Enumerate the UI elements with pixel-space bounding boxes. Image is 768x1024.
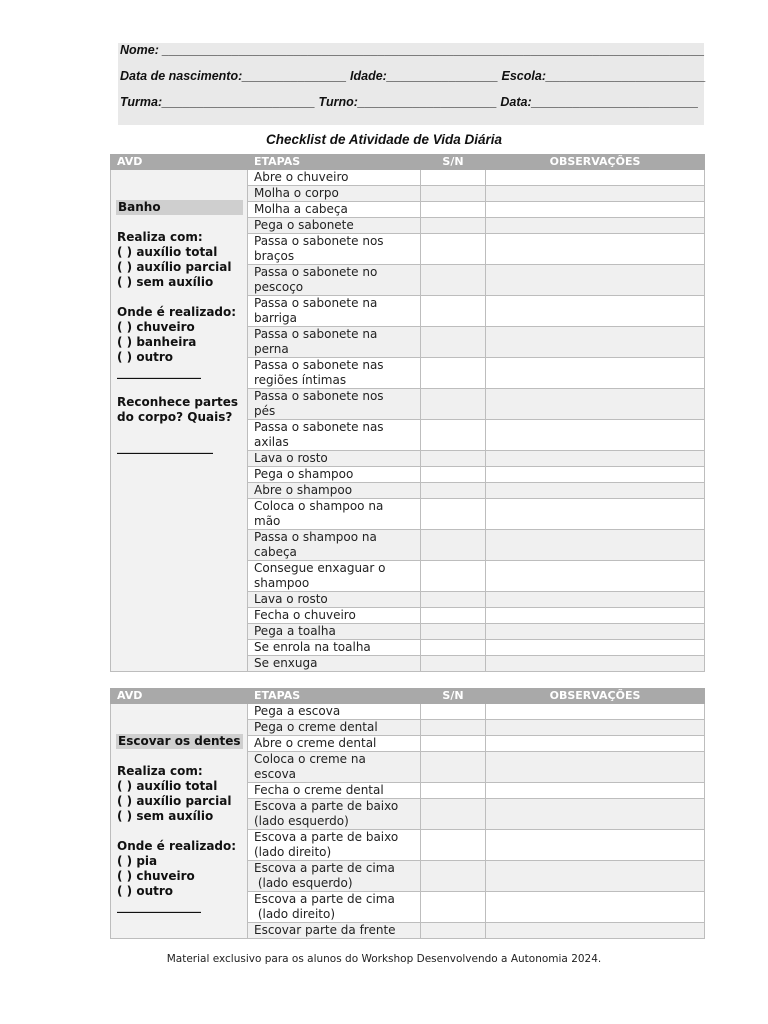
step-text: Passa o sabonete nos [254, 389, 384, 403]
col-etapas: ETAPAS [248, 689, 421, 704]
sn-cell[interactable] [421, 358, 486, 389]
step-cell [248, 218, 421, 234]
step-text: (lado direito) [254, 907, 336, 921]
sn-cell[interactable] [421, 561, 486, 592]
observacoes-cell[interactable] [486, 327, 705, 358]
step-text: Pega o shampoo [254, 467, 354, 481]
col-etapas: ETAPAS [248, 155, 421, 170]
observacoes-cell[interactable] [486, 736, 705, 752]
realiza-option[interactable]: ( ) auxílio total [117, 245, 218, 259]
sn-cell[interactable] [421, 234, 486, 265]
sn-cell[interactable] [421, 499, 486, 530]
step-text: Lava o rosto [254, 451, 328, 465]
onde-option[interactable]: ( ) banheira [117, 335, 197, 349]
step-text: escova [254, 767, 297, 781]
step-text: (lado direito) [254, 845, 332, 859]
step-cell [248, 704, 421, 720]
step-cell [248, 561, 421, 592]
step-cell [248, 327, 421, 358]
reconhece-blank[interactable]: ________________ [117, 440, 213, 454]
sn-cell[interactable] [421, 467, 486, 483]
onde-title: Onde é realizado: [117, 305, 237, 319]
onde-title: Onde é realizado: [117, 839, 237, 853]
step-text: Passa o sabonete nas [254, 358, 384, 372]
sn-cell[interactable] [421, 752, 486, 783]
student-info-box [118, 43, 704, 125]
realiza-title: Realiza com: [117, 230, 203, 244]
avd-details [117, 734, 243, 914]
step-text: shampoo [254, 576, 310, 590]
observacoes-cell[interactable] [486, 202, 705, 218]
observacoes-cell[interactable] [486, 861, 705, 892]
sn-cell[interactable] [421, 640, 486, 656]
step-text: Abre o creme dental [254, 736, 377, 750]
col-sn: S/N [421, 155, 486, 170]
onde-other-blank[interactable]: ______________ [117, 899, 201, 913]
sn-cell[interactable] [421, 420, 486, 451]
sn-cell[interactable] [421, 186, 486, 202]
observacoes-cell[interactable] [486, 186, 705, 202]
step-cell [248, 186, 421, 202]
step-text: (lado esquerdo) [254, 876, 353, 890]
onde-option[interactable]: ( ) outro [117, 884, 174, 898]
step-cell [248, 861, 421, 892]
col-sn: S/N [421, 689, 486, 704]
observacoes-cell[interactable] [486, 656, 705, 672]
step-cell [248, 420, 421, 451]
step-text: Passa o sabonete na [254, 327, 378, 341]
table-header-row [111, 155, 705, 170]
sn-cell[interactable] [421, 783, 486, 799]
observacoes-cell[interactable] [486, 451, 705, 467]
step-cell [248, 656, 421, 672]
col-observacoes: OBSERVAÇÕES [486, 155, 705, 170]
step-text: perna [254, 342, 289, 356]
observacoes-cell[interactable] [486, 799, 705, 830]
step-text: braços [254, 249, 295, 263]
bath-checklist-table [110, 154, 705, 672]
sn-cell[interactable] [421, 799, 486, 830]
observacoes-cell[interactable] [486, 420, 705, 451]
birth-age-school-line[interactable]: Data de nascimento:_______________ Idade:________________ Escola:_______________________ [120, 69, 706, 83]
observacoes-cell[interactable] [486, 752, 705, 783]
step-text: (lado esquerdo) [254, 814, 349, 828]
step-text: Pega o sabonete [254, 218, 354, 232]
step-text: pescoço [254, 280, 304, 294]
teeth-checklist-table [110, 688, 705, 939]
step-text: pés [254, 404, 276, 418]
observacoes-cell[interactable] [486, 358, 705, 389]
step-cell [248, 499, 421, 530]
step-text: Fecha o creme dental [254, 783, 384, 797]
observacoes-cell[interactable] [486, 783, 705, 799]
step-cell [248, 736, 421, 752]
step-text: Fecha o chuveiro [254, 608, 356, 622]
step-cell [248, 892, 421, 923]
table-row [111, 170, 705, 186]
step-text: barriga [254, 311, 297, 325]
step-cell [248, 640, 421, 656]
step-text: axilas [254, 435, 289, 449]
step-cell [248, 830, 421, 861]
observacoes-cell[interactable] [486, 170, 705, 186]
step-text: Escova a parte de baixo [254, 830, 399, 844]
realiza-option[interactable]: ( ) auxílio parcial [117, 794, 232, 808]
step-cell [248, 234, 421, 265]
observacoes-cell[interactable] [486, 389, 705, 420]
avd-cell [111, 170, 248, 672]
step-cell [248, 752, 421, 783]
step-text: Lava o rosto [254, 592, 328, 606]
sn-cell[interactable] [421, 656, 486, 672]
step-text: Molha o corpo [254, 186, 339, 200]
table-header-row [111, 689, 705, 704]
step-cell [248, 720, 421, 736]
observacoes-cell[interactable] [486, 892, 705, 923]
sn-cell[interactable] [421, 327, 486, 358]
observacoes-cell[interactable] [486, 923, 705, 939]
step-cell [248, 170, 421, 186]
table-row [111, 704, 705, 720]
observacoes-cell[interactable] [486, 265, 705, 296]
sn-cell[interactable] [421, 624, 486, 640]
realiza-option[interactable]: ( ) auxílio total [117, 779, 218, 793]
sn-cell[interactable] [421, 923, 486, 939]
step-text: Molha a cabeça [254, 202, 348, 216]
step-text: Abre o shampoo [254, 483, 353, 497]
avd-details [117, 200, 243, 455]
step-text: Pega a escova [254, 704, 341, 718]
step-cell [248, 389, 421, 420]
step-text: Escova a parte de baixo [254, 799, 399, 813]
sn-cell[interactable] [421, 608, 486, 624]
step-text: Passa o sabonete no [254, 265, 378, 279]
col-avd: AVD [111, 689, 248, 704]
observacoes-cell[interactable] [486, 483, 705, 499]
step-text: Passa o sabonete na [254, 296, 378, 310]
onde-option[interactable]: ( ) pia [117, 854, 158, 868]
observacoes-cell[interactable] [486, 640, 705, 656]
step-cell [248, 296, 421, 327]
onde-option[interactable]: ( ) outro [117, 350, 174, 364]
observacoes-cell[interactable] [486, 499, 705, 530]
activity-name: Banho [116, 200, 243, 215]
footer-note: Material exclusivo para os alunos do Workshop Desenvolvendo a Autonomia 2024. [166, 953, 602, 965]
sn-cell[interactable] [421, 530, 486, 561]
observacoes-cell[interactable] [486, 720, 705, 736]
sn-cell[interactable] [421, 592, 486, 608]
onde-option[interactable]: ( ) chuveiro [117, 869, 195, 883]
observacoes-cell[interactable] [486, 830, 705, 861]
document-title: Checklist de Atividade de Vida Diária [265, 132, 503, 147]
step-text: regiões íntimas [254, 373, 347, 387]
realiza-option[interactable]: ( ) sem auxílio [117, 809, 214, 823]
sn-cell[interactable] [421, 170, 486, 186]
realiza-option[interactable]: ( ) auxílio parcial [117, 260, 232, 274]
step-cell [248, 799, 421, 830]
step-text: Passa o shampoo na [254, 530, 377, 544]
avd-cell [111, 704, 248, 939]
step-text: mão [254, 514, 281, 528]
sn-cell[interactable] [421, 736, 486, 752]
step-cell [248, 783, 421, 799]
step-cell [248, 451, 421, 467]
step-text: Passa o sabonete nos [254, 234, 384, 248]
observacoes-cell[interactable] [486, 608, 705, 624]
reconhece-question: do corpo? Quais? [117, 410, 233, 424]
sn-cell[interactable] [421, 389, 486, 420]
step-cell [248, 265, 421, 296]
step-text: cabeça [254, 545, 297, 559]
step-text: Passa o sabonete nas [254, 420, 384, 434]
observacoes-cell[interactable] [486, 561, 705, 592]
sn-cell[interactable] [421, 720, 486, 736]
observacoes-cell[interactable] [486, 467, 705, 483]
sn-cell[interactable] [421, 451, 486, 467]
onde-option[interactable]: ( ) chuveiro [117, 320, 195, 334]
name-line[interactable]: Nome: ______________________________________________________________________________ [120, 43, 705, 57]
sn-cell[interactable] [421, 202, 486, 218]
step-cell [248, 624, 421, 640]
step-cell [248, 530, 421, 561]
step-cell [248, 608, 421, 624]
step-text: Escova a parte de cima [254, 861, 395, 875]
observacoes-cell[interactable] [486, 234, 705, 265]
step-cell [248, 923, 421, 939]
step-text: Escovar parte da frente [254, 923, 396, 937]
step-text: Se enrola na toalha [254, 640, 371, 654]
sn-cell[interactable] [421, 830, 486, 861]
step-text: Se enxuga [254, 656, 318, 670]
step-text: Pega a toalha [254, 624, 336, 638]
col-avd: AVD [111, 155, 248, 170]
col-observacoes: OBSERVAÇÕES [486, 689, 705, 704]
sn-cell[interactable] [421, 483, 486, 499]
sn-cell[interactable] [421, 892, 486, 923]
step-cell [248, 467, 421, 483]
sn-cell[interactable] [421, 296, 486, 327]
observacoes-cell[interactable] [486, 218, 705, 234]
activity-name: Escovar os dentes [116, 734, 243, 749]
step-cell [248, 483, 421, 499]
step-cell [248, 592, 421, 608]
sn-cell[interactable] [421, 861, 486, 892]
sn-cell[interactable] [421, 218, 486, 234]
observacoes-cell[interactable] [486, 704, 705, 720]
realiza-option[interactable]: ( ) sem auxílio [117, 275, 214, 289]
realiza-title: Realiza com: [117, 764, 203, 778]
step-text: Pega o creme dental [254, 720, 378, 734]
observacoes-cell[interactable] [486, 296, 705, 327]
observacoes-cell[interactable] [486, 624, 705, 640]
reconhece-question: Reconhece partes [117, 395, 239, 409]
onde-other-blank[interactable]: ______________ [117, 365, 201, 379]
observacoes-cell[interactable] [486, 530, 705, 561]
step-text: Coloca o shampoo na [254, 499, 384, 513]
step-cell [248, 358, 421, 389]
step-text: Escova a parte de cima [254, 892, 395, 906]
step-text: Consegue enxaguar o [254, 561, 386, 575]
sn-cell[interactable] [421, 704, 486, 720]
class-shift-date-line[interactable]: Turma:______________________ Turno:____________________ Data:________________________ [120, 95, 699, 109]
sn-cell[interactable] [421, 265, 486, 296]
step-text: Coloca o creme na [254, 752, 366, 766]
step-text: Abre o chuveiro [254, 170, 349, 184]
step-cell [248, 202, 421, 218]
observacoes-cell[interactable] [486, 592, 705, 608]
